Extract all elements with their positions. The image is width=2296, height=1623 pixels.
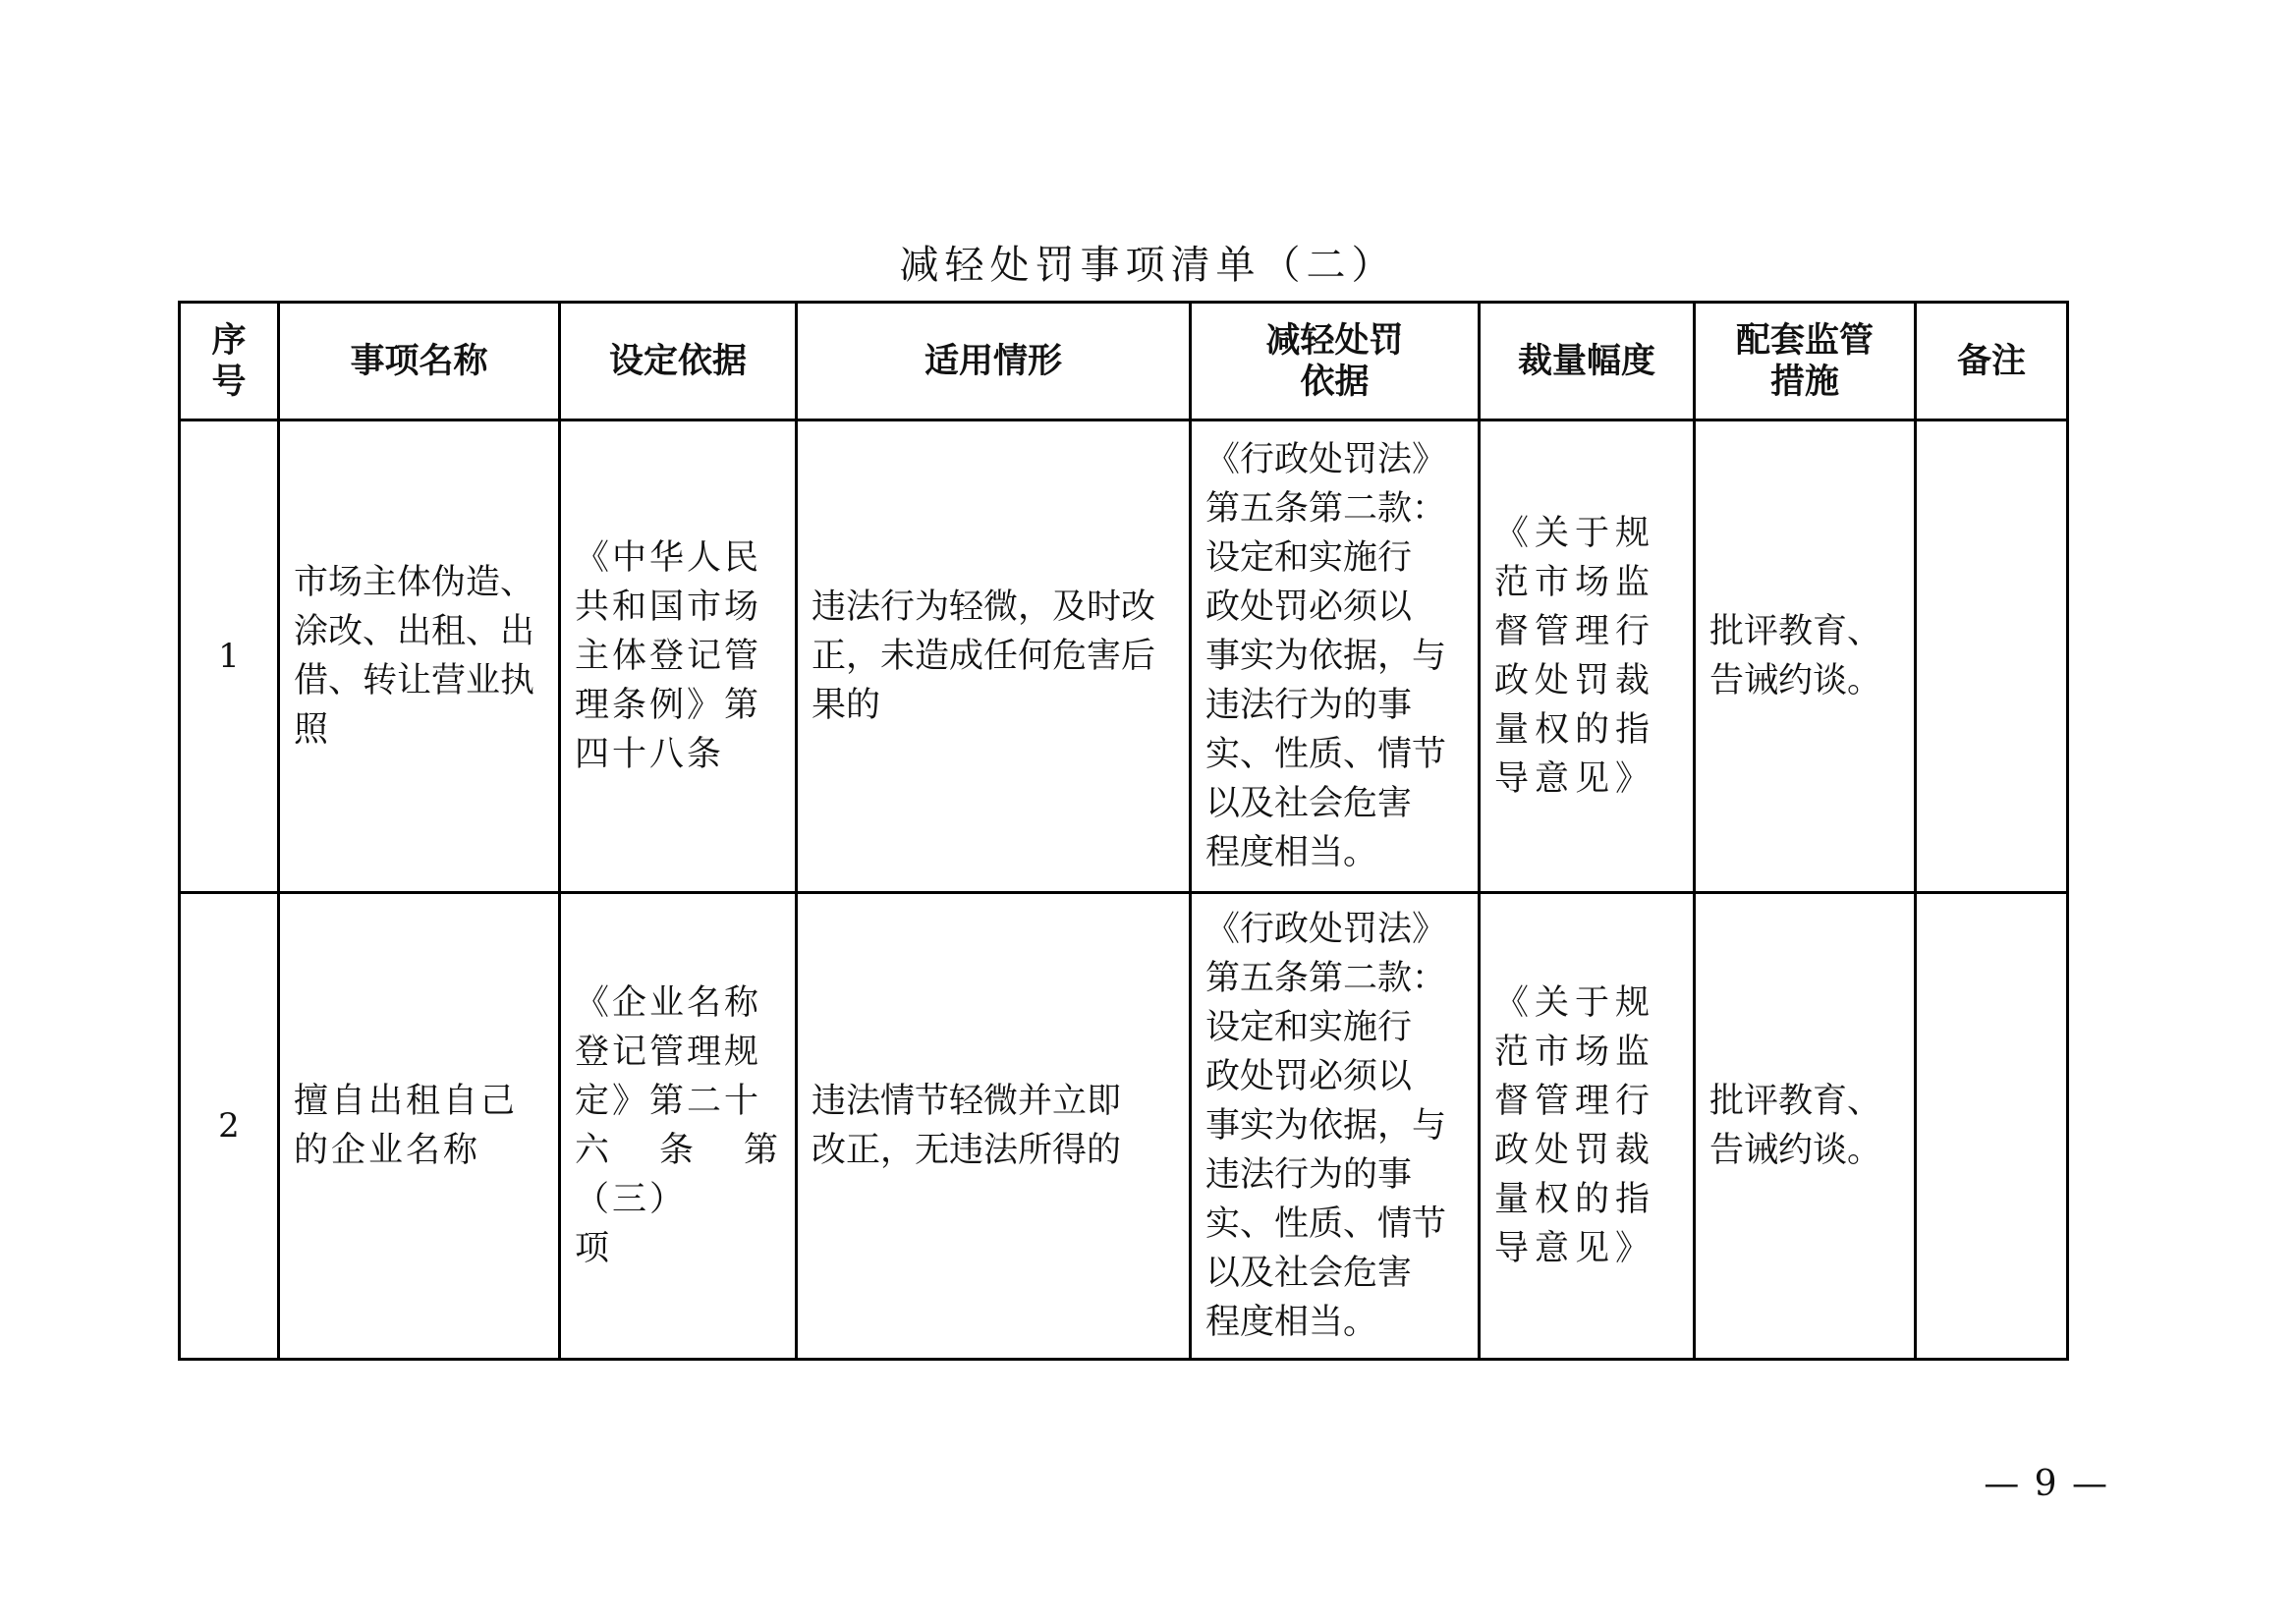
page-number: — 9 — [1984,1464,2109,1504]
row-discretion: 《关于规 范市场监 督管理行 政处罚裁 量权的指 导意见》 [1480,893,1695,1360]
row-situation: 违法行为轻微，及时改 正，未造成任何危害后 果的 [797,420,1191,893]
row-measures: 批评教育、 告诫约谈。 [1695,893,1916,1360]
row-remarks [1916,893,2068,1360]
header-situation: 适用情形 [797,303,1191,420]
row-mitigation-basis: 《行政处罚法》 第五条第二款： 设定和实施行 政处罚必须以 事实为依据，与 违法行为的事 实、性质、情节 以及社会危害 程度相当。 [1191,420,1480,893]
table-row [180,893,2068,1360]
header-seq: 序 号 [180,303,279,420]
header-discretion: 裁量幅度 [1480,303,1695,420]
document-title: 减轻处罚事项清单（二） [899,243,1397,288]
header-mitigation-basis: 减轻处罚 依据 [1191,303,1480,420]
row-item-name: 市场主体伪造、 涂改、出租、出 借、转让营业执 照 [279,420,560,893]
row-mitigation-basis: 《行政处罚法》 第五条第二款： 设定和实施行 政处罚必须以 事实为依据，与 违法行为的事 实、性质、情节 以及社会危害 程度相当。 [1191,893,1480,1360]
row-situation: 违法情节轻微并立即 改正，无违法所得的 [797,893,1191,1360]
row-measures: 批评教育、 告诫约谈。 [1695,420,1916,893]
row-seq: 1 [180,420,279,893]
header-row [180,303,2068,420]
penalty-table [178,301,2069,1361]
row-remarks [1916,420,2068,893]
row-item-name: 擅自出租自己 的企业名称 [279,893,560,1360]
table-row [180,420,2068,893]
header-item-name: 事项名称 [279,303,560,420]
row-seq: 2 [180,893,279,1360]
row-basis: 《企业名称 登记管理规 定》第二十 六条第（三） 项 [560,893,797,1360]
row-discretion: 《关于规 范市场监 督管理行 政处罚裁 量权的指 导意见》 [1480,420,1695,893]
header-measures: 配套监管 措施 [1695,303,1916,420]
header-remarks: 备注 [1916,303,2068,420]
header-basis: 设定依据 [560,303,797,420]
row-basis: 《中华人民 共和国市场 主体登记管 理条例》第 四十八条 [560,420,797,893]
